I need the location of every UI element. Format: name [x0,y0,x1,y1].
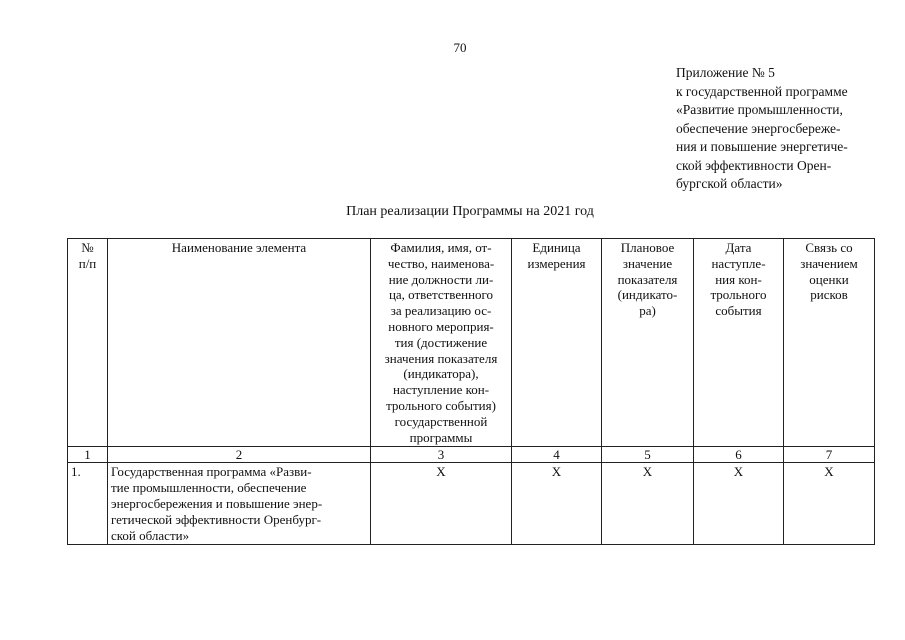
table-header-row [68,239,875,447]
column-number: 4 [512,447,602,463]
header-planned-value: Плановое значение показателя (индикато- ра) [602,239,694,447]
header-number: № п/п [68,239,108,447]
appendix-line: «Развитие промышленности, [676,102,843,117]
table-row [68,463,875,545]
document-title: План реализации Программы на 2021 год [346,204,594,219]
row-event-date: X [694,463,784,545]
column-number: 7 [784,447,875,463]
row-responsible: X [371,463,512,545]
appendix-line: к государственной программе [676,83,848,99]
appendix-line: обеспечение энергосбереже- [676,120,841,136]
header-element-name: Наименование элемента [108,239,371,447]
column-number: 5 [602,447,694,463]
column-number: 6 [694,447,784,463]
plan-table [67,238,875,545]
column-number-row [68,447,875,463]
row-risk-link: X [784,463,875,545]
appendix-note [676,64,886,194]
row-element-name: Государственная программа «Разви- тие промышленности, обеспечение энергосбережения и повышение энер- гетической эффективности Оренбург- ской области» [108,463,371,545]
header-event-date: Дата наступле- ния кон- трольного события [694,239,784,447]
page-number: 70 [453,40,467,55]
header-unit: Единица измерения [512,239,602,447]
appendix-line: Приложение № 5 [676,65,775,80]
header-risk-link: Связь со значением оценки рисков [784,239,875,447]
appendix-line: ской эффективности Орен- [676,157,832,173]
column-number: 1 [68,447,108,463]
column-number: 2 [108,447,371,463]
row-planned-value: X [602,463,694,545]
header-responsible: Фамилия, имя, от- чество, наименова- ние должности ли- ца, ответственного за реализацию ос- новного мероприя- тия (достижение значения показателя (индикатора), наступление кон- трольного события) государственной программы [371,239,512,447]
row-number: 1. [68,463,108,545]
appendix-line: ния и повышение энергетиче- [676,139,848,154]
appendix-line: бургской области» [676,176,783,191]
column-number: 3 [371,447,512,463]
row-unit: X [512,463,602,545]
